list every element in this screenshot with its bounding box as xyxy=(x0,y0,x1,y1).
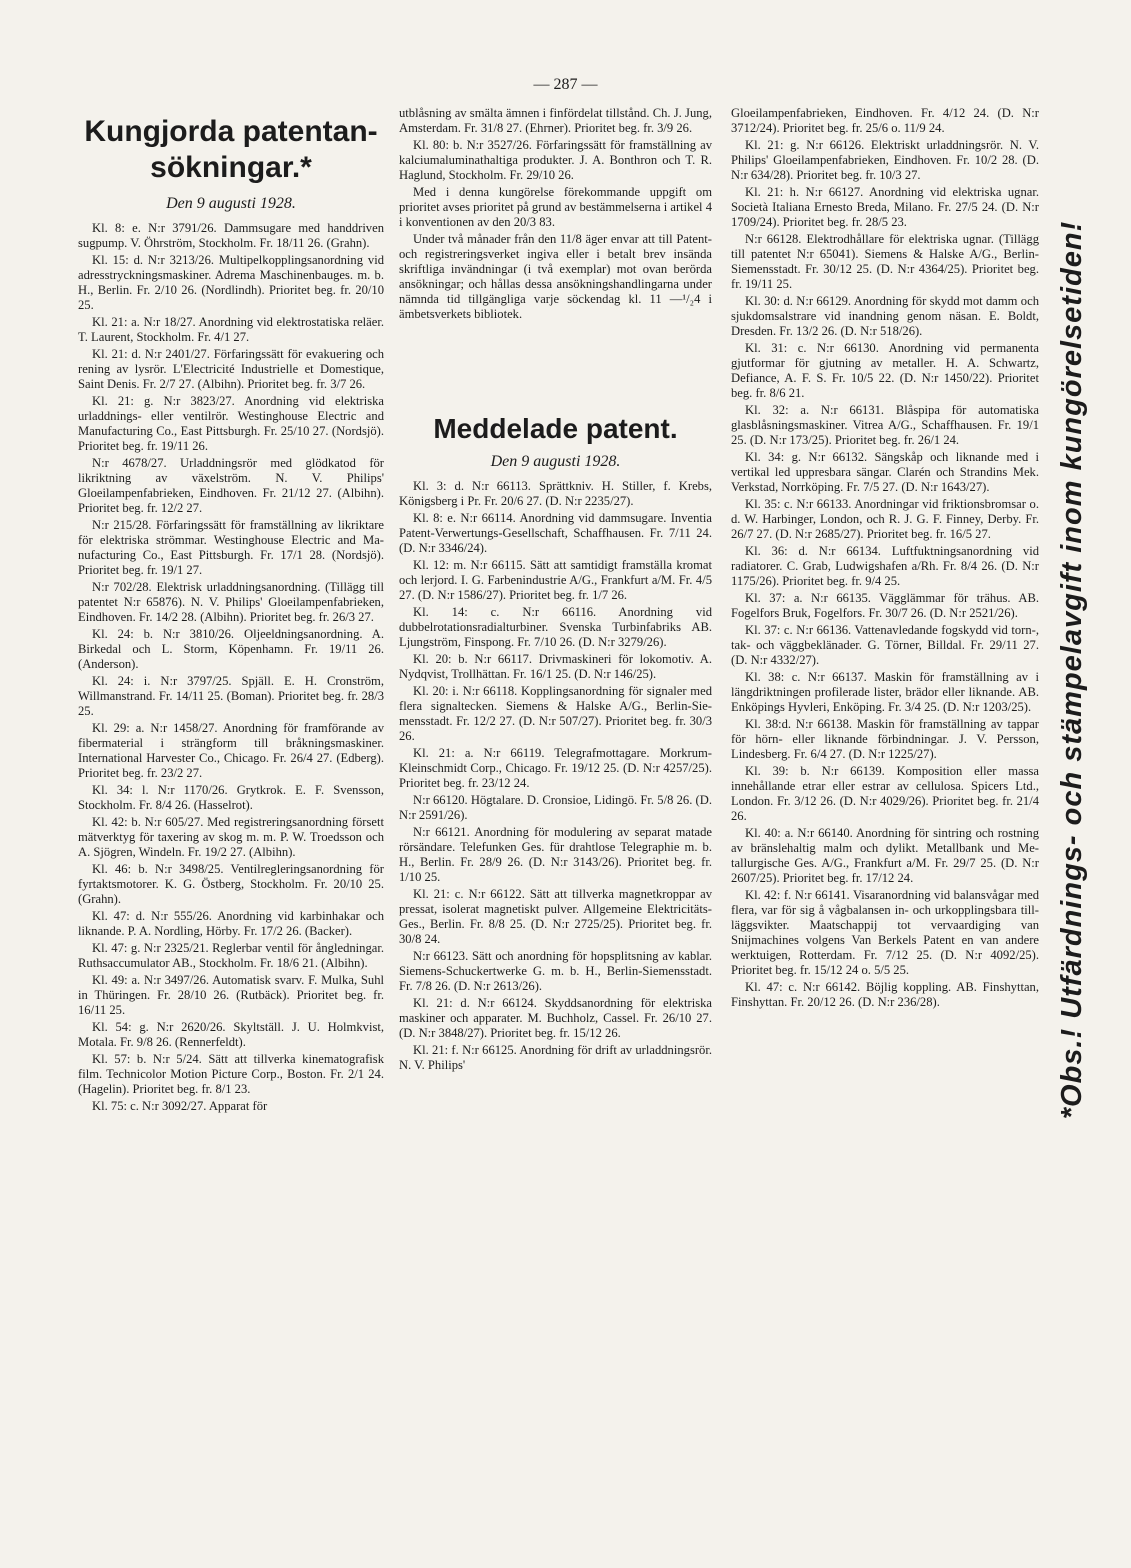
entry: N:r 215/28. Förfaringssätt för framställning av likriktare för elektriska strömmar. Westinghouse Electric and Manufacturing Co., East Pittsburgh. Fr. 17/1 28. (Nordsjö). Prioritet beg. fr. 19/1 27. xyxy=(78,518,384,577)
section-heading-applications: Kungjorda patentansökningar.* xyxy=(84,115,378,184)
entry: Kl. 21: d. N:r 2401/27. Förfaringssätt för evakuering och rening av lysrör. L'Electricité Industrielle et Domestique, Saint Denis. Fr. 2/7 27. (Albihn). Prioritet beg. fr. 3/7 26. xyxy=(78,347,384,391)
entry: Kl. 21: d. N:r 66124. Skyddsanordning för elektriska maskiner och apparater. M. Buchholz, Cassel. Fr. 26/10 27. (D. N:r 3848/27). Prioritet beg. fr. 15/12 26. xyxy=(399,996,712,1040)
entry: Kl. 37: a. N:r 66135. Vägglämmar för trähus. AB. Fogelfors Bruk, Fogelfors. Fr. 30/7 26. (D. N:r 2521/26). xyxy=(731,591,1039,620)
entry: Kl. 32: a. N:r 66131. Blåspipa för automatiska glasblåsningsmaskiner. Vitrea A/G., Schaffhausen. Fr. 19/1 25. (D. N:r 173/25). Prioritet beg. fr. 26/1 24. xyxy=(731,403,1039,447)
column-2 xyxy=(399,106,712,1075)
applications-list xyxy=(78,221,384,1114)
entry: Kl. 21: f. N:r 66125. Anordning för drift av urladdningsrör. N. V. Philips' xyxy=(399,1043,712,1072)
entry: Kl. 49: a. N:r 3497/26. Automatisk svarv. F. Mulka, Suhl in Thüringen. Fr. 28/10 26. (Rutbäck). Prioritet beg. fr. 16/11 25. xyxy=(78,973,384,1017)
patents-list-col3 xyxy=(731,106,1039,1010)
entry: Kl. 20: b. N:r 66117. Drivmaskineri för lokomotiv. A. Nydqvist, Trollhättan. Fr. 16/1 25. (D. N:r 146/25). xyxy=(399,652,712,681)
entry: Kl. 24: i. N:r 3797/25. Spjäll. E. H. Cronström, Willmanstrand. Fr. 14/11 25. (Boman). Prioritet beg. fr. 28/3 25. xyxy=(78,674,384,718)
entry: Med i denna kungörelse förekommande uppgift om prioritet avses prioritet på grund av bestämmelserna i artikel 4 i konventionen av den 20/3 83. xyxy=(399,185,712,229)
page-number: — 287 — xyxy=(533,76,598,93)
entry: Kl. 39: b. N:r 66139. Komposition eller massa innehållande etrar eller estrar av cellulosa. Spicers Ltd., London. Fr. 3/12 26. (D. N:r 4029/26). Prioritet beg. fr. 21/4 26. xyxy=(731,764,1039,823)
dateline-applications: Den 9 augusti 1928. xyxy=(166,195,296,212)
entry: N:r 702/28. Elektrisk urladdningsanordning. (Tillägg till patentet N:r 65876). N. V. Philips' Gloeilampenfabrieken, Eindhoven. Fr. 14/2 28. (Albihn). Prioritet beg. fr. 26/3 27. xyxy=(78,580,384,624)
entry: N:r 66121. Anordning för modulering av separat matade rörsändare. Telefunken Ges. für drahtlose Telegraphie m. b. H., Berlin. Fr. 28/9 26. (D. N:r 3143/26). Prioritet beg. fr. 1/10 25. xyxy=(399,825,712,884)
entry: Kl. 57: b. N:r 5/24. Sätt att tillverka kinematografisk film. Technicolor Motion Picture Corp., Boston. Fr. 2/1 24. (Hagelin). Prioritet beg. fr. 8/1 23. xyxy=(78,1052,384,1096)
entry: Kl. 47: g. N:r 2325/21. Reglerbar ventil för ångledningar. Ruthsaccumulator AB., Stockholm. Fr. 18/6 21. (Albihn). xyxy=(78,941,384,970)
side-note-vertical: *Obs.! Utfärdnings- och stämpelavgift inom kungörelsetiden! xyxy=(1056,220,1088,1120)
entry: N:r 66120. Högtalare. D. Cronsioe, Lidingö. Fr. 5/8 26. (D. N:r 2591/26). xyxy=(399,793,712,822)
entry: N:r 66123. Sätt och anordning för hopsplitsning av kablar. Siemens-Schuckertwerke G. m. b. H., Berlin-Siemensstadt. Fr. 7/8 26. (D. N:r 2613/26). xyxy=(399,949,712,993)
entry: Kl. 21: h. N:r 66127. Anordning vid elektriska ugnar. Società Italiana Ernesto Breda, Milano. Fr. 27/5 24. (D. N:r 1709/24). Prioritet beg. fr. 28/5 23. xyxy=(731,185,1039,229)
entry: Kl. 24: b. N:r 3810/26. Oljeeldningsanordning. A. Birkedal och L. Storm, Köpenhamn. Fr. 19/11 26. (Anderson). xyxy=(78,627,384,671)
entry: Under två månader från den 11/8 äger envar att till Patent- och registreringsverket ingiva eller i betalt brev insända skriftliga invändningar (i två exemplar) mot ovan berörda ansökningar; och hållas dessa ansökningshandlingarna under nämnda tid tillgängliga varje söckendag kl. 11 —¹/₂4 i ämbetsverkets bibliotek. xyxy=(399,232,712,321)
entry: utblåsning av smälta ämnen i finfördelat tillstånd. Ch. J. Jung, Amsterdam. Fr. 31/8 27. (Ehrner). Prioritet beg. fr. 3/9 26. xyxy=(399,106,712,135)
entry: Kl. 75: c. N:r 3092/27. Apparat för xyxy=(92,1099,268,1113)
entry: Kl. 47: c. N:r 66142. Böjlig koppling. AB. Finshyttan, Finshyttan. Fr. 20/12 26. (D. N:r 236/28). xyxy=(731,980,1039,1009)
entry: Kl. 21: a. N:r 18/27. Anordning vid elektrostatiska reläer. T. Laurent, Stockholm. Fr. 4/1 27. xyxy=(78,315,384,344)
entry: Kl. 40: a. N:r 66140. Anordning för sintring och rostning av bränslehaltig malm och dylikt. Metallbank und Metallurgische Ges. A/G., Frankfurt a/M. Fr. 29/7 25. (D. N:r 2607/25). Prioritet beg. fr. 17/12 24. xyxy=(731,826,1039,885)
entry: Kl. 12: m. N:r 66115. Sätt att samtidigt framställa kromat och lerjord. I. G. Farbenindustrie A/G., Frankfurt a/M. Fr. 4/5 27. (D. N:r 1586/27). Prioritet beg. fr. 1/7 26. xyxy=(399,558,712,602)
entry: Kl. 37: c. N:r 66136. Vattenavledande fogskydd vid torn-, tak- och väggbeklänader. G. Törner, Billdal. Fr. 29/11 27. (D. N:r 4332/27). xyxy=(731,623,1039,667)
entry: Kl. 8: e. N:r 3791/26. Dammsugare med handdriven sugpump. V. Öhrström, Stockholm. Fr. 18/11 26. (Grahn). xyxy=(78,221,384,250)
entry: Kl. 42: b. N:r 605/27. Med registreringsanordning försett mätverktyg för taxering av skog m. m. P. W. Troedsson och A. Sjögren, Windeln. Fr. 19/2 27. (Albihn). xyxy=(78,815,384,859)
dateline-patents: Den 9 augusti 1928. xyxy=(490,453,621,470)
entry: Kl. 21: c. N:r 66122. Sätt att tillverka magnetkroppar av pressat, isolerat magnetiskt pulver. Allgemeine Elektricitäts-Ges., Berlin. Fr. 8/8 25. (D. N:r 2725/25). Prioritet beg. fr. 30/8 24. xyxy=(399,887,712,946)
entry: Kl. 31: c. N:r 66130. Anordning vid permanenta gjutformar för gjutning av metaller. H. A. Schwartz, Defiance, A. F. S. Fr. 10/5 22. (D. N:r 1450/22). Prioritet beg. fr. 8/6 21. xyxy=(731,341,1039,400)
entry: Kl. 14: c. N:r 66116. Anordning vid dubbelrotationsradialturbiner. Svenska Turbinfabriks AB. Ljungström, Finspong. Fr. 7/10 26. (D. N:r 3279/26). xyxy=(399,605,712,649)
entry: Kl. 30: d. N:r 66129. Anordning för skydd mot damm och sjukdomsalstrare vid inandning genom näsan. E. Boldt, Dresden. Fr. 13/2 26. (D. N:r 518/26). xyxy=(731,294,1039,338)
entry: Kl. 21: a. N:r 66119. Telegrafmottagare. Morkrum-Kleinschmidt Corp., Chicago. Fr. 19/12 25. (D. N:r 4257/25). Prioritet beg. fr. 23/12 24. xyxy=(399,746,712,790)
entry: Kl. 34: g. N:r 66132. Sängskåp och liknande med i vertikal led uppresbara sängar. Clarén och Strandins Mek. Verkstad, Norrköping. Fr. 7/5 27. (D. N:r 1643/27). xyxy=(731,450,1039,494)
entry: Kl. 21: g. N:r 3823/27. Anordning vid elektriska urladdnings- eller ventilrör. Westinghouse Electric and Manufacturing Co., East Pittsburgh. Fr. 25/10 27. (Nordsjö). Prioritet beg. fr. 19/11 26. xyxy=(78,394,384,453)
entry: Kl. 47: d. N:r 555/26. Anordning vid karbinhakar och liknande. P. A. Nordling, Hörby. Fr. 17/2 26. (Backer). xyxy=(78,909,384,938)
entry: Kl. 21: g. N:r 66126. Elektriskt urladdningsrör. N. V. Philips' Gloeilampenfabrieken, Eindhoven. Fr. 10/2 28. (D. N:r 634/28). Prioritet beg. fr. 10/3 27. xyxy=(731,138,1039,182)
entry: Kl. 29: a. N:r 1458/27. Anordning för framförande av fibermaterial i strängform till bråkningsmaskiner. International Harvester Co., Chicago. Fr. 26/4 27. (Edberg). Prioritet beg. fr. 23/2 27. xyxy=(78,721,384,780)
entry: Kl. 15: d. N:r 3213/26. Multipelkopplingsanordning vid adresstryckningsmaskiner. Adrema Maschinenbauges. m. b. H., Berlin. Fr. 2/10 26. (Nordlindh). Prioritet beg. fr. 20/10 25. xyxy=(78,253,384,312)
entry: Kl. 38:d. N:r 66138. Maskin för framställning av tappar för hörn- eller liknande förbindningar. J. V. Persson, Lindesberg. Fr. 6/4 27. (D. N:r 1225/27). xyxy=(731,717,1039,761)
patents-list-col2 xyxy=(399,479,712,1073)
entry: Kl. 42: f. N:r 66141. Visaranordning vid balansvågar med flera, var för sig å vågbalansen in- och urkopplingsbara tillläggsvikter. Maatschappij tot vervaardiging van Snijmachines volgens Van Berkels Patent en van andere werktuigen, Rotterdam. Fr. 7/12 25. (D. N:r 4092/25). Prioritet beg. fr. 15/12 24 o. 5/5 25. xyxy=(731,888,1039,977)
applications-continued xyxy=(399,106,712,322)
entry: N:r 66128. Elektrodhållare för elektriska ugnar. (Tillägg till patentet N:r 65041). Siemens & Halske A/G., Berlin-Siemensstadt. Fr. 30/12 25. (D. N:r 4364/25). Prioritet beg. fr. 19/11 25. xyxy=(731,232,1039,291)
entry: Kl. 20: i. N:r 66118. Kopplingsanordning för signaler med flera signaltecken. Siemens & Halske A/G., Berlin-Siemensstadt. Fr. 12/2 27. (D. N:r 507/27). Prioritet beg. fr. 30/3 26. xyxy=(399,684,712,743)
entry: Gloeilampenfabrieken, Eindhoven. Fr. 4/12 24. (D. N:r 3712/24). Prioritet beg. fr. 25/6 o. 11/9 24. xyxy=(731,106,1039,135)
column-1 xyxy=(78,106,384,1116)
entry: Kl. 35: c. N:r 66133. Anordningar vid friktionsbromsar o. d. W. Harbinger, London, och R. J. G. F. Finney, Derby. Fr. 26/7 27. (D. N:r 2685/27). Prioritet beg. fr. 16/5 27. xyxy=(731,497,1039,541)
column-3 xyxy=(731,106,1039,1012)
entry: Kl. 80: b. N:r 3527/26. Förfaringssätt för framställning av kalciumaluminathaltiga produkter. J. A. Bonthron och T. R. Haglund, Stockholm. Fr. 29/10 26. xyxy=(399,138,712,182)
entry: Kl. 54: g. N:r 2620/26. Skyltställ. J. U. Holmkvist, Motala. Fr. 9/8 26. (Rennerfeldt). xyxy=(78,1020,384,1049)
entry: Kl. 46: b. N:r 3498/25. Ventilregleringsanordning för fyrtaktsmotorer. K. G. Östberg, Stockholm. Fr. 20/10 25. (Grahn). xyxy=(78,862,384,906)
entry: Kl. 3: d. N:r 66113. Sprättkniv. H. Stiller, f. Krebs, Königsberg i Pr. Fr. 20/6 27. (D. N:r 2235/27). xyxy=(399,479,712,508)
entry: Kl. 8: e. N:r 66114. Anordning vid dammsugare. Inventia Patent-Verwertungs-Gesellschaft, Schaffhausen. Fr. 7/11 24. (D. N:r 3346/24). xyxy=(399,511,712,555)
entry: Kl. 36: d. N:r 66134. Luftfuktningsanordning vid radiatorer. C. Grab, Ludwigshafen a/Rh. Fr. 8/4 26. (D. N:r 1175/26). Prioritet beg. fr. 9/4 25. xyxy=(731,544,1039,588)
entry: N:r 4678/27. Urladdningsrör med glödkatod för likriktning av växelström. N. V. Philips' Gloeilampenfabrieken, Eindhoven. Fr. 21/12 27. (Albihn). Prioritet beg. fr. 12/2 27. xyxy=(78,456,384,515)
entry: Kl. 34: l. N:r 1170/26. Grytkrok. E. F. Svensson, Stockholm. Fr. 8/4 26. (Hasselrot). xyxy=(78,783,384,812)
section-heading-patents: Meddelade patent. xyxy=(433,413,678,444)
entry: Kl. 38: c. N:r 66137. Maskin för framställning av i längdriktningen profilerade lister, brädor eller liknande. AB. Enköpings Hyvleri, Enköping. Fr. 3/4 25. (D. N:r 1203/25). xyxy=(731,670,1039,714)
